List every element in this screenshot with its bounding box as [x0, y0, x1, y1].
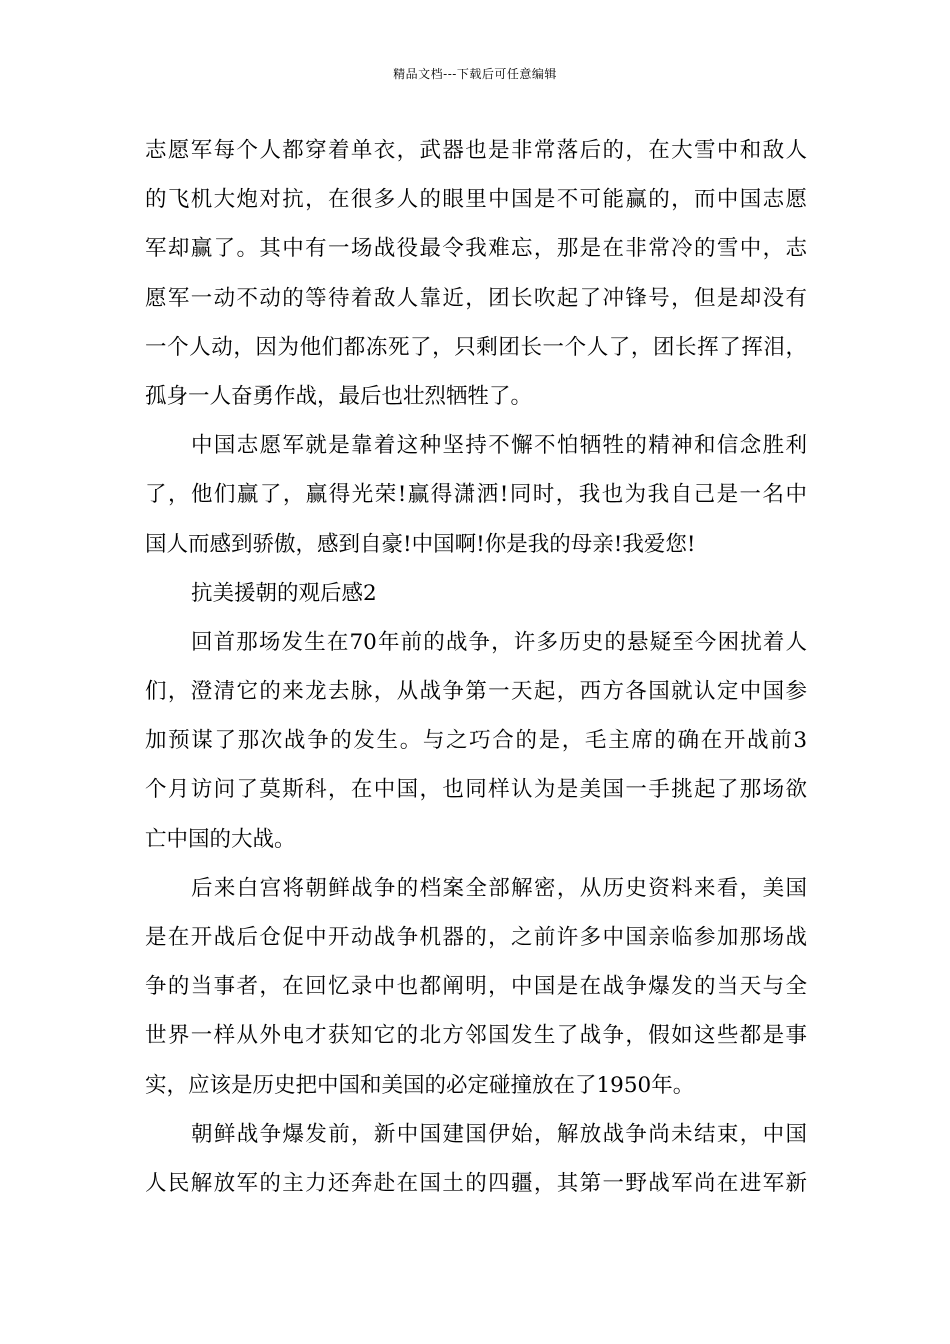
text-line: 人民解放军的主力还奔赴在国土的四疆，其第一野战军尚在进军新 [145, 1170, 807, 1196]
text-line: 亡中国的大战。 [145, 826, 296, 852]
text-line: 回首那场发生在70年前的战争，许多历史的悬疑至今困扰着人 [191, 629, 807, 655]
text-line: 军却赢了。其中有一场战役最令我难忘，那是在非常冷的雪中，志 [145, 236, 807, 262]
text-line: 孤身一人奋勇作战，最后也壮烈牺牲了。 [145, 383, 533, 409]
heading-line: 抗美援朝的观后感2 [191, 580, 377, 606]
text-line: 是在开战后仓促中开动战争机器的，之前许多中国亲临参加那场战 [145, 925, 807, 950]
text-line: 愿军一动不动的等待着敌人靠近，团长吹起了冲锋号，但是却没有 [145, 285, 807, 311]
page-header: 精品文档---下载后可任意编辑 [393, 67, 557, 81]
text-line: 个月访问了莫斯科，在中国，也同样认为是美国一手挑起了那场欲 [145, 777, 807, 803]
text-line: 世界一样从外电才获知它的北方邻国发生了战争，假如这些都是事 [145, 1023, 807, 1049]
text-line: 中国志愿军就是靠着这种坚持不懈不怕牺牲的精神和信念胜利 [191, 433, 807, 459]
section-heading [145, 569, 807, 618]
paragraph [145, 618, 807, 864]
paragraph [145, 1110, 807, 1208]
document-body [145, 126, 807, 1208]
text-line: 一个人动，因为他们都冻死了，只剩团长一个人了，团长挥了挥泪， [145, 334, 807, 360]
text-line: 了，他们赢了，赢得光荣!赢得潇洒!同时，我也为我自己是一名中 [145, 482, 807, 508]
text-line: 争的当事者，在回忆录中也都阐明，中国是在战争爆发的当天与全 [145, 974, 807, 1000]
text-line: 朝鲜战争爆发前，新中国建国伊始，解放战争尚未结束，中国 [191, 1121, 807, 1147]
text-line: 后来白宫将朝鲜战争的档案全部解密，从历史资料来看，美国 [191, 875, 807, 901]
text-line: 们，澄清它的来龙去脉，从战争第一天起，西方各国就认定中国参 [145, 679, 807, 705]
paragraph [145, 421, 807, 569]
text-line: 国人而感到骄傲，感到自豪!中国啊!你是我的母亲!我爱您! [145, 531, 696, 557]
text-line: 志愿军每个人都穿着单衣，武器也是非常落后的，在大雪中和敌人 [145, 138, 807, 163]
text-line: 加预谋了那次战争的发生。与之巧合的是，毛主席的确在开战前3 [145, 728, 807, 754]
text-line: 的飞机大炮对抗，在很多人的眼里中国是不可能赢的，而中国志愿 [145, 187, 807, 213]
text-line: 实，应该是历史把中国和美国的必定碰撞放在了1950年。 [145, 1072, 695, 1098]
paragraph [145, 864, 807, 1110]
paragraph [145, 126, 807, 421]
